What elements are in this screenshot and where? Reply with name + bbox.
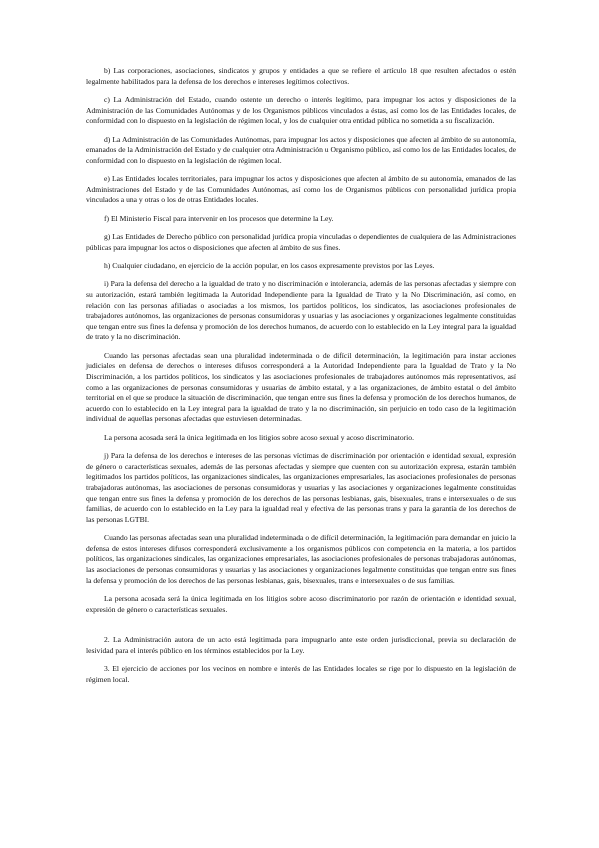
paragraph-g: g) Las Entidades de Derecho público con personalidad jurídica propia vinculadas o dependientes de cualquiera de las Administraciones públicas para impugnar los actos o disposiciones que afecten al ámbito de sus fines. xyxy=(86,232,516,252)
paragraph-e: e) Las Entidades locales territoriales, para impugnar los actos y disposiciones que afecten al ámbito de su autonomía, emanados de las Administraciones del Estado y de las Comunidades Autónomas, así como los de Organismos públicos con personalidad jurídica propia vinculados a una y otras o los de otras Entidades locales. xyxy=(86,174,516,205)
paragraph-f: f) El Ministerio Fiscal para intervenir en los procesos que determine la Ley. xyxy=(104,213,334,223)
paragraph-c: c) La Administración del Estado, cuando ostente un derecho o interés legítimo, para impugnar los actos y disposiciones de la Administración de las Comunidades Autónomas y de los Organismos públicos vinculados a éstas, así como los de las Entidades locales, de conformidad con lo dispuesto en la legislación de régimen local, y los de cualquier otra entidad pública no sometida a su fiscalización. xyxy=(86,94,516,126)
paragraph-j: j) Para la defensa de los derechos e intereses de las personas víctimas de discriminación por orientación e identidad sexual, expresión de género o características sexuales, además de las personas afectadas y siempre que cuenten con su autorización expresa, estarán también legitimados los partidos políticos, las organizaciones sindicales, las organizaciones empresariales, las asociaciones profesionales de personas trabajadoras autónomas, las asociaciones de personas consumidoras y usuarias y las asociaciones y organizaciones legalmente constituidas que tengan entre sus fines la defensa y promoción de los derechos de las personas lesbianas, gais, bisexuales, trans e intersexuales o de sus familias, de acuerdo con lo establecido en la Ley para la igualdad real y efectiva de las personas trans y para la garantía de los derechos de las personas LGTBI. xyxy=(86,451,516,524)
paragraph-i-harassment: La persona acosada será la única legitimada en los litigios sobre acoso sexual y acoso discriminatorio. xyxy=(104,432,414,442)
paragraph-h: h) Cualquier ciudadano, en ejercicio de la acción popular, en los casos expresamente previstos por las Leyes. xyxy=(104,261,435,271)
paragraph-2: 2. La Administración autora de un acto está legitimada para impugnarlo ante este orden jurisdiccional, previa su declaración de lesividad para el interés público en los términos establecidos por la Ley. xyxy=(86,635,516,655)
paragraph-i-diffuse-interests: Cuando las personas afectadas sean una pluralidad indeterminada o de difícil determinación, la legitimación para instar acciones judiciales en defensa de derechos o intereses difusos corresponderá a la Autoridad Independiente para la Igualdad de Trato y la No Discriminación, a los partidos políticos, los sindicatos y las asociaciones profesionales de trabajadores autónomos más representativos, así como a las organizaciones de personas consumidoras y usuarias de ámbito estatal, y a las organizaciones, de ámbito estatal o del ámbito territorial en el que se produce la situación de discriminación, que tengan entre sus fines la defensa y promoción de los derechos humanos, de acuerdo con lo establecido en la Ley integral para la igualdad de trato y la no discriminación, sin perjuicio en todo caso de la legitimación individual de aquellas personas afectadas que estuviesen determinadas. xyxy=(86,350,516,424)
paragraph-i: i) Para la defensa del derecho a la igualdad de trato y no discriminación e intolerancia, además de las personas afectadas y siempre con su autorización, estará también legitimada la Autoridad Independiente para la Igualdad de Trato y la No Discriminación, así como, en relación con las personas afiliadas o asociadas a los mismos, los partidos políticos, los sindicatos, las asociaciones profesionales de trabajadores autónomos, las organizaciones de personas consumidoras y usuarias y las asociaciones y organizaciones legalmente constituidas que tengan entre sus fines la defensa y promoción de los derechos humanos, de acuerdo con lo establecido en la Ley integral para la igualdad de trato y la no discriminación. xyxy=(86,279,516,342)
paragraph-d: d) La Administración de las Comunidades Autónomas, para impugnar los actos y disposiciones que afecten al ámbito de su autonomía, emanados de la Administración del Estado y de cualquier otra Administración u Organismo público, así como los de las Entidades locales, de conformidad con lo dispuesto en la legislación de régimen local. xyxy=(86,134,516,165)
paragraph-j-diffuse-interests: Cuando las personas afectadas sean una pluralidad indeterminada o de difícil determinación, la legitimación para demandar en juicio la defensa de estos intereses difusos corresponderá exclusivamente a los organismos públicos con competencia en la materia, a los partidos políticos, las organizaciones sindicales, las organizaciones empresariales, las asociaciones profesionales de personas trabajadoras autónomas, las asociaciones de personas consumidoras y usuarias y las asociaciones y organizaciones legalmente constituidas que tengan entre sus fines la defensa y promoción de los derechos de las personas lesbianas, gais, bisexuales, trans e intersexuales o de sus familias. xyxy=(86,533,516,585)
paragraph-j-harassment: La persona acosada será la única legitimada en los litigios sobre acoso discriminatorio por razón de orientación e identidad sexual, expresión de género o características sexuales. xyxy=(86,593,516,614)
paragraph-b: b) Las corporaciones, asociaciones, sindicatos y grupos y entidades a que se refiere el artículo 18 que resulten afectados o estén legalmente habilitados para la defensa de los derechos e intereses legítimos colectivos. xyxy=(86,66,516,86)
document-page xyxy=(86,66,516,693)
paragraph-3: 3. El ejercicio de acciones por los vecinos en nombre e interés de las Entidades locales se rige por lo dispuesto en la legislación de régimen local. xyxy=(86,664,516,684)
